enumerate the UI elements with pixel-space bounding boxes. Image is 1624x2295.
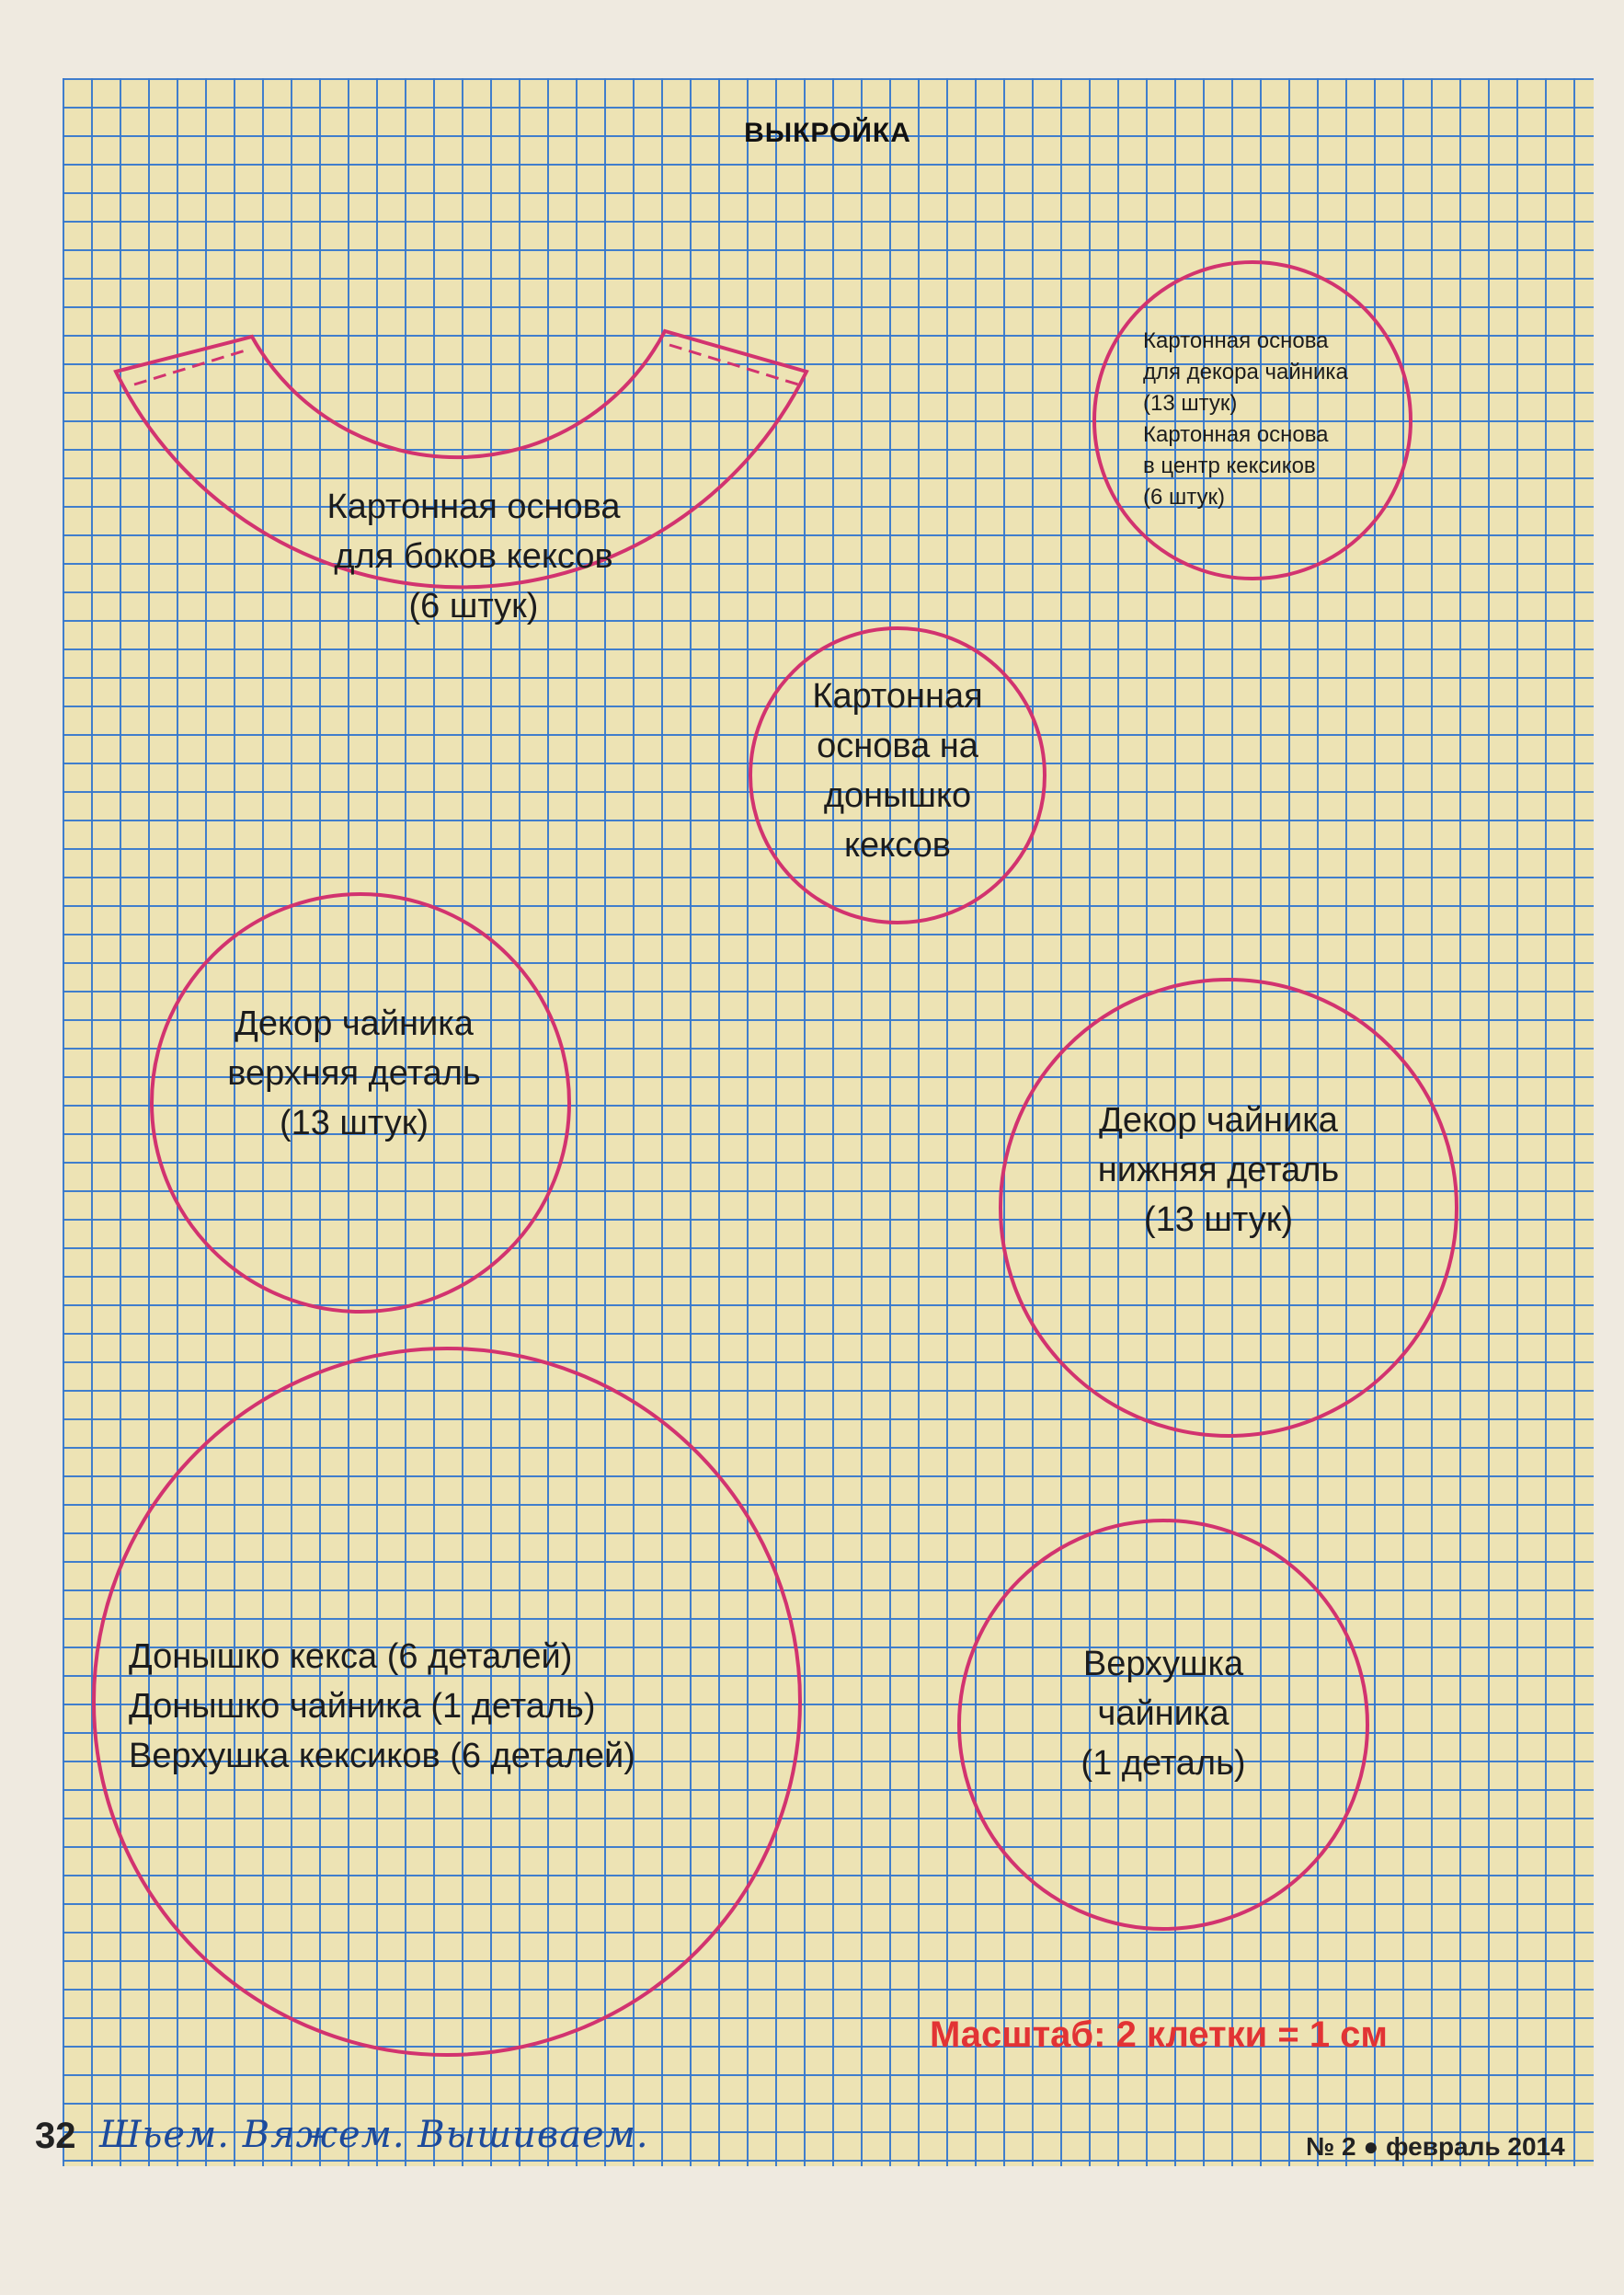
- large-circle-label: Донышко кекса (6 деталей) Донышко чайника (1 деталь) Верхушка кексиков (6 деталей): [129, 1637, 635, 1775]
- page-number: 32: [35, 2116, 76, 2156]
- decor-bottom-label: Декор чайника нижняя деталь (13 штук): [1097, 1101, 1340, 1239]
- issue-info: № 2 ● февраль 2014: [1306, 2132, 1565, 2161]
- decor-top-label: Декор чайника верхняя деталь (13 штук): [227, 1004, 481, 1142]
- side-base-fold-left: [134, 350, 248, 384]
- small-circle-label: Картонная основа для декора чайника (13 штук) Картонная основа в центр кексиков (6 штук): [1143, 328, 1348, 510]
- scale-note: Масштаб: 2 клетки = 1 см: [929, 2014, 1389, 2055]
- side-base-label: Картонная основа для боков кексов (6 штук): [326, 488, 621, 625]
- teapot-top-label: Верхушка чайника (1 деталь): [1081, 1645, 1246, 1783]
- page-title: ВЫКРОЙКА: [744, 118, 911, 148]
- bottom-base-label: Картонная основа на донышко кексов: [812, 677, 983, 865]
- magazine-title: Шьем. Вяжем. Вышиваем.: [99, 2114, 649, 2156]
